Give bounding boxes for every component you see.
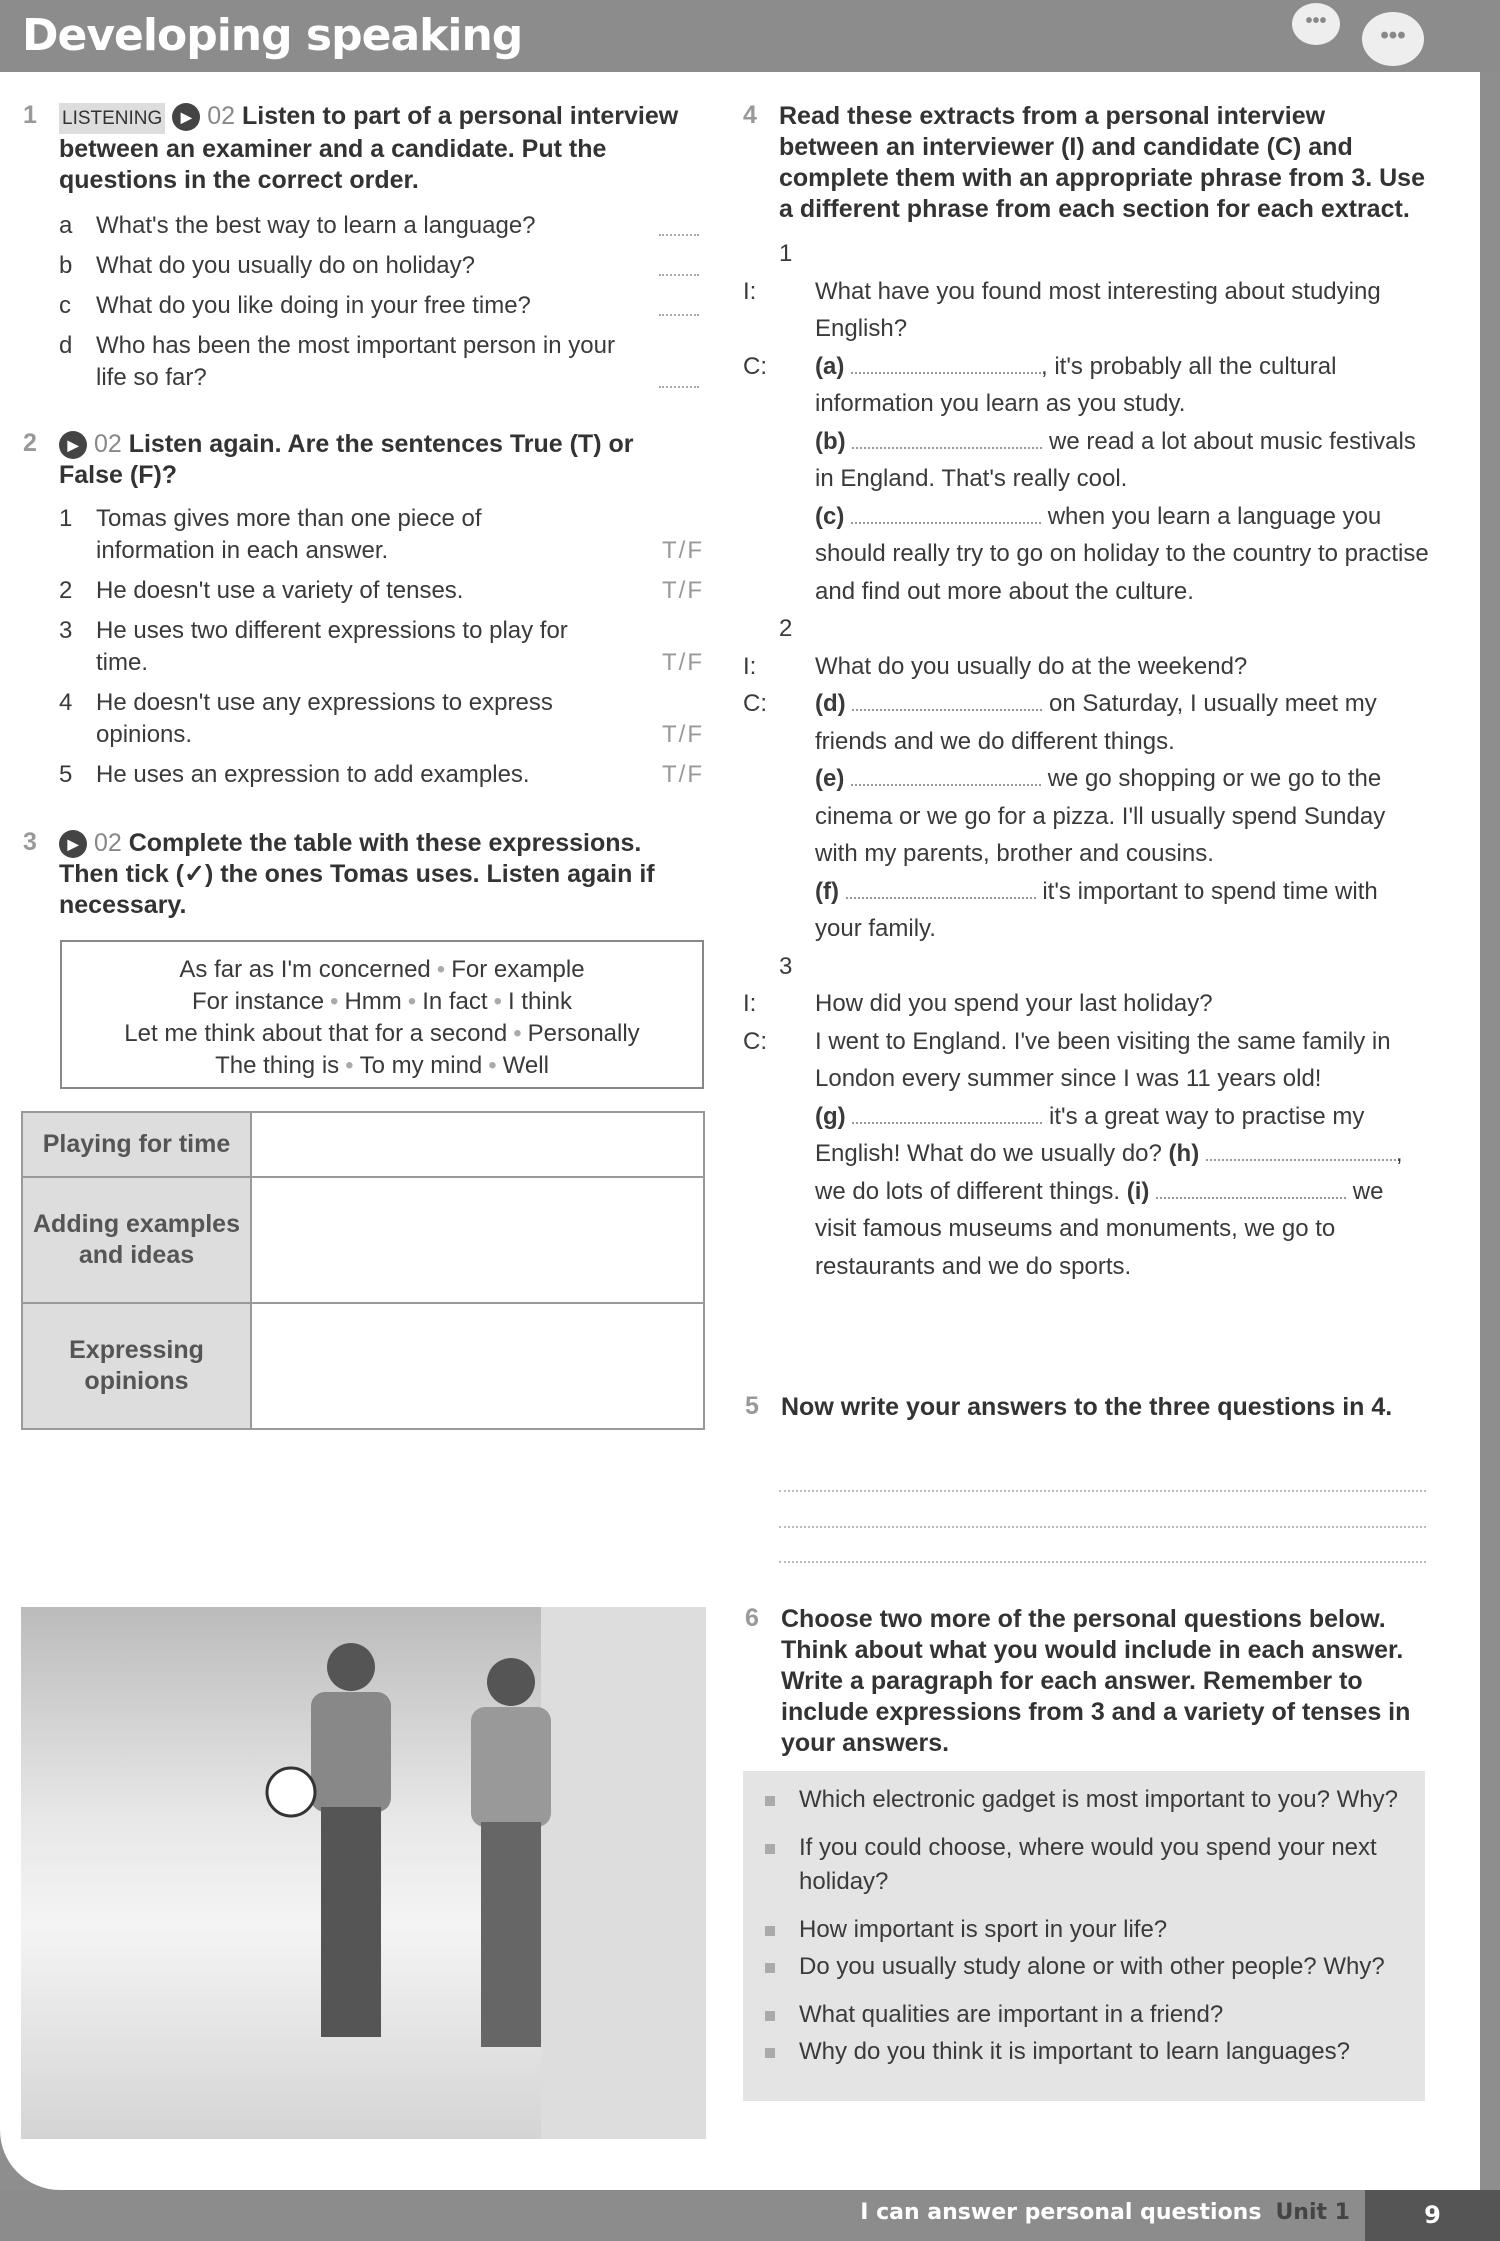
answer-text: we go shopping or we go to the cinema or we go for a pizza. I'll usually spend Sunday with my parents, brother and cousins. bbox=[815, 765, 1386, 867]
expression: Well bbox=[502, 1052, 549, 1079]
table-row bbox=[22, 1177, 704, 1303]
item-letter: b bbox=[59, 252, 73, 279]
speaker-label: I: bbox=[743, 652, 757, 680]
extract-number: 2 bbox=[779, 615, 793, 642]
answer-blank[interactable] bbox=[659, 234, 699, 236]
writing-line[interactable] bbox=[779, 1526, 1426, 1528]
item-text: He uses an expression to add examples. bbox=[96, 761, 530, 788]
gap-blank[interactable] bbox=[851, 354, 1041, 374]
row-header: Expressing opinions bbox=[22, 1303, 251, 1429]
play-audio-icon[interactable]: ▶ bbox=[172, 103, 200, 131]
question-text: What have you found most interesting about studying English? bbox=[815, 277, 1381, 342]
item-letter: a bbox=[59, 212, 73, 239]
expression: In fact bbox=[422, 988, 488, 1015]
gap-blank[interactable] bbox=[851, 504, 1041, 524]
list-item bbox=[59, 290, 699, 322]
gap-label: (h) bbox=[1168, 1140, 1200, 1167]
expression: Let me think about that for a second bbox=[124, 1020, 508, 1047]
list-item bbox=[59, 330, 699, 394]
gap-blank[interactable] bbox=[851, 766, 1041, 786]
item-number: 5 bbox=[59, 761, 73, 788]
instruction: Listen to part of a personal interview between an examiner and a candidate. Put the questions in the correct order. bbox=[59, 102, 679, 194]
list-item: Do you usually study alone or with other people? Why? bbox=[799, 1950, 1425, 1984]
answer-cell[interactable] bbox=[251, 1112, 704, 1177]
speaker-label: I: bbox=[743, 277, 757, 305]
instruction: Choose two more of the personal questions below. Think about what you would include in each answer. Write a paragraph for each answer. Remember to include expressions from 3 and a variety of tenses in your answers. bbox=[781, 1605, 1411, 1757]
expression: To my mind bbox=[359, 1052, 483, 1079]
item-text: What do you like doing in your free time? bbox=[96, 292, 531, 319]
interviewer-line bbox=[743, 273, 1429, 348]
item-text: He doesn't use a variety of tenses. bbox=[96, 577, 464, 604]
row-header: Playing for time bbox=[22, 1112, 251, 1177]
speaker-label: I: bbox=[743, 990, 757, 1017]
list-item bbox=[59, 575, 704, 607]
speech-bubble-icon: ••• bbox=[1362, 12, 1424, 66]
gap-label: (a) bbox=[815, 352, 845, 380]
footer-objective: I can answer personal questions bbox=[860, 2200, 1262, 2225]
expressions-table bbox=[21, 1111, 705, 1430]
item-number: 3 bbox=[59, 617, 73, 644]
interviewer-line bbox=[743, 648, 1429, 686]
item-text: Tomas gives more than one piece of information in each answer. bbox=[96, 505, 482, 564]
answer-blank[interactable] bbox=[659, 386, 699, 388]
true-false-choice[interactable]: T/F bbox=[662, 761, 704, 788]
gap-label: (i) bbox=[1126, 1177, 1150, 1205]
expression: For instance bbox=[191, 988, 325, 1015]
true-false-choice[interactable]: T/F bbox=[662, 577, 704, 604]
instruction: Listen again. Are the sentences True (T) or False (F)? bbox=[59, 430, 634, 489]
extract-number: 3 bbox=[779, 952, 793, 980]
answer-text: I went to England. I've been visiting the same family in London every summer since I was 11 years old! bbox=[815, 1027, 1391, 1092]
expression: For example bbox=[451, 956, 585, 983]
exercise-5 bbox=[745, 1392, 1421, 1423]
question-text: How did you spend your last holiday? bbox=[815, 990, 1213, 1017]
item-number: 1 bbox=[59, 505, 73, 532]
exercise-number: 6 bbox=[745, 1604, 759, 1632]
answer-text: , it's probably all the cultural information you learn as you study. bbox=[815, 352, 1337, 417]
exercise-number: 2 bbox=[23, 429, 37, 457]
item-text: He uses two different expressions to play for time. bbox=[96, 617, 568, 676]
answer-text: we do lots of different things. bbox=[815, 1177, 1121, 1205]
gap-blank[interactable] bbox=[852, 1104, 1042, 1124]
gap-label: (c) bbox=[815, 502, 845, 530]
students-photo bbox=[21, 1607, 706, 2139]
list-item: Why do you think it is important to learn languages? bbox=[799, 2035, 1425, 2069]
speech-bubbles-icon: ••• bbox=[1292, 3, 1340, 45]
expression: As far as I'm concerned bbox=[179, 956, 431, 983]
speaker-label: C: bbox=[743, 690, 767, 717]
questions-box bbox=[743, 1771, 1425, 2101]
gap-blank[interactable] bbox=[846, 879, 1036, 899]
instruction: Complete the table with these expressions. Then tick (✓) the ones Tomas uses. Listen again if necessary. bbox=[59, 829, 655, 919]
candidate-line bbox=[743, 685, 1429, 948]
interviewer-line bbox=[743, 985, 1429, 1023]
item-text: What do you usually do on holiday? bbox=[96, 252, 475, 279]
expression: The thing is bbox=[215, 1052, 340, 1079]
item-text: What's the best way to learn a language? bbox=[96, 212, 536, 239]
true-false-choice[interactable]: T/F bbox=[662, 537, 704, 564]
gap-blank[interactable] bbox=[852, 429, 1042, 449]
item-number: 4 bbox=[59, 689, 73, 716]
exercise-1 bbox=[23, 101, 699, 394]
item-number: 2 bbox=[59, 577, 73, 604]
listening-tag: LISTENING bbox=[59, 103, 165, 134]
answer-text: , bbox=[1395, 1140, 1403, 1167]
footer-bar bbox=[0, 2190, 1500, 2241]
expression: I think bbox=[507, 988, 572, 1015]
answer-blank[interactable] bbox=[659, 314, 699, 316]
answer-text: we read a lot about music festivals in England. That's really cool. bbox=[815, 427, 1416, 492]
list-item: If you could choose, where would you spend your next holiday? bbox=[799, 1831, 1425, 1899]
list-item: Which electronic gadget is most important to you? Why? bbox=[799, 1783, 1425, 1817]
item-letter: d bbox=[59, 332, 73, 359]
header-bar bbox=[0, 0, 1500, 72]
instruction: Now write your answers to the three questions in 4. bbox=[781, 1393, 1393, 1421]
exercise-4 bbox=[743, 101, 1429, 1285]
expression: Personally bbox=[527, 1020, 640, 1047]
gap-blank[interactable] bbox=[1206, 1141, 1396, 1161]
instruction: Read these extracts from a personal interview between an interviewer (I) and candidate (C) and complete them with an appropriate phrase from 3. Use a different phrase from each section for each extract. bbox=[779, 102, 1425, 223]
track-number: 02 bbox=[93, 829, 122, 857]
answer-text: it's a great way to practise my English! What do we usually do? bbox=[815, 1102, 1365, 1167]
list-item: What qualities are important in a friend? bbox=[799, 1998, 1425, 2032]
question-text: What do you usually do at the weekend? bbox=[815, 652, 1248, 680]
answer-text: on Saturday, I usually meet my friends and we do different things. bbox=[815, 690, 1377, 755]
play-audio-icon[interactable]: ▶ bbox=[59, 431, 87, 459]
candidate-line bbox=[743, 1023, 1429, 1286]
list-item bbox=[59, 615, 704, 679]
exercise-number: 3 bbox=[23, 828, 37, 856]
expressions-box: As far as I'm concerned • For example For instance • Hmm • In fact • I think Let me think about that for a second • Personally The thing is • To my mind • Well bbox=[60, 940, 704, 1089]
expression: Hmm bbox=[344, 988, 402, 1015]
writing-line[interactable] bbox=[779, 1561, 1426, 1563]
photo-illustration bbox=[21, 1607, 706, 2139]
play-audio-icon[interactable]: ▶ bbox=[59, 830, 87, 858]
exercise-number: 4 bbox=[743, 101, 757, 129]
answer-cell[interactable] bbox=[251, 1177, 704, 1303]
writing-line[interactable] bbox=[779, 1490, 1426, 1492]
answer-text: we visit famous museums and monuments, we go to restaurants and we do sports. bbox=[815, 1177, 1384, 1280]
candidate-line bbox=[743, 348, 1429, 611]
item-text: Who has been the most important person in your life so far? bbox=[96, 332, 615, 391]
track-number: 02 bbox=[93, 430, 122, 458]
gap-label: (f) bbox=[815, 877, 839, 905]
true-false-choice[interactable]: T/F bbox=[662, 649, 704, 676]
answer-text: it's important to spend time with your family. bbox=[815, 877, 1378, 942]
table-row bbox=[22, 1303, 704, 1429]
answer-cell[interactable] bbox=[251, 1303, 704, 1429]
true-false-choice[interactable]: T/F bbox=[662, 721, 704, 748]
gap-blank[interactable] bbox=[1156, 1179, 1346, 1199]
answer-blank[interactable] bbox=[659, 274, 699, 276]
gap-label: (d) bbox=[815, 690, 846, 717]
list-item bbox=[59, 210, 699, 242]
answer-text: when you learn a language you should really try to go on holiday to the country to practise and find out more about the culture. bbox=[815, 502, 1429, 605]
list-item bbox=[59, 687, 704, 751]
extract-number: 1 bbox=[779, 240, 793, 267]
list-item: How important is sport in your life? bbox=[799, 1913, 1425, 1947]
exercise-2 bbox=[23, 429, 704, 791]
exercise-number: 1 bbox=[23, 101, 37, 129]
page-number: 9 bbox=[1365, 2190, 1500, 2241]
gap-label: (e) bbox=[815, 765, 845, 792]
list-item bbox=[59, 503, 704, 567]
gap-label: (g) bbox=[815, 1102, 846, 1130]
exercise-number: 5 bbox=[745, 1392, 759, 1420]
speaker-label: C: bbox=[743, 1027, 767, 1055]
list-item bbox=[59, 759, 704, 791]
row-header: Adding examples and ideas bbox=[22, 1177, 251, 1303]
exercise-3 bbox=[23, 828, 704, 921]
item-text: He doesn't use any expressions to express opinions. bbox=[96, 689, 553, 748]
gap-blank[interactable] bbox=[852, 691, 1042, 711]
table-row bbox=[22, 1112, 704, 1177]
gap-label: (b) bbox=[815, 427, 846, 455]
page-title: Developing speaking bbox=[22, 10, 523, 61]
item-letter: c bbox=[59, 292, 71, 319]
exercise-6 bbox=[745, 1604, 1411, 1759]
track-number: 02 bbox=[207, 102, 236, 130]
speaker-label: C: bbox=[743, 352, 767, 380]
list-item bbox=[59, 250, 699, 282]
unit-label: Unit 1 bbox=[1275, 2200, 1350, 2225]
